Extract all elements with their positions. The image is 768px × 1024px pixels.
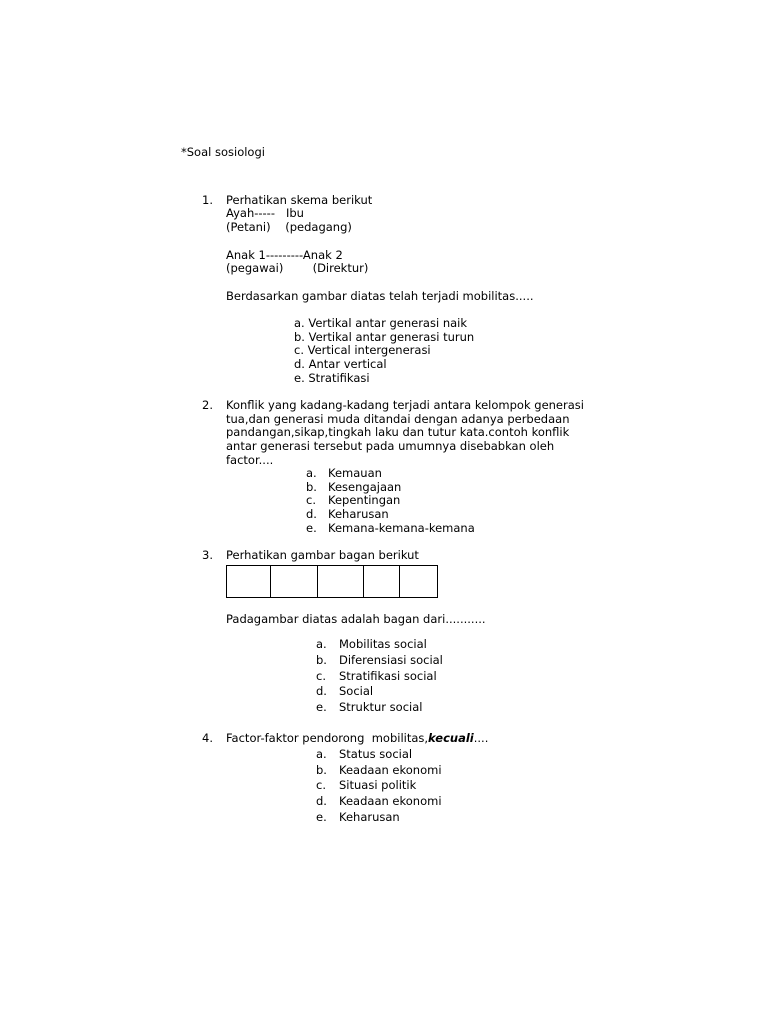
question-text: Padagambar diatas adalah bagan dari........... — [226, 612, 486, 626]
option-b: Kesengajaan — [328, 480, 402, 494]
diagram-divider — [363, 566, 364, 597]
option-letter: c. — [306, 493, 316, 507]
option-d: d. Antar vertical — [294, 357, 387, 371]
option-letter: b. — [316, 653, 327, 667]
chart-diagram-box — [226, 565, 438, 598]
option-letter: b. — [316, 763, 327, 777]
diagram-divider — [317, 566, 318, 597]
option-letter: c. — [316, 669, 326, 683]
question-text — [226, 732, 488, 746]
option-a: a. Vertikal antar generasi naik — [294, 316, 468, 330]
option-d: Keharusan — [328, 507, 389, 521]
option-b: Diferensiasi social — [339, 653, 443, 667]
option-b: Keadaan ekonomi — [339, 763, 442, 777]
schema-line: (Petani) (pedagang) — [226, 220, 352, 234]
option-letter: e. — [316, 810, 327, 824]
option-e: e. Stratifikasi — [294, 371, 370, 385]
question-text-line: factor.... — [226, 453, 274, 467]
document-title: *Soal sosiologi — [181, 145, 265, 159]
option-b: b. Vertikal antar generasi turun — [294, 330, 475, 344]
option-c: Stratifikasi social — [339, 669, 437, 683]
question-emphasis: kecuali — [428, 731, 474, 745]
question-number: 1. — [202, 193, 213, 207]
option-letter: e. — [306, 521, 317, 535]
schema-line: (pegawai) (Direktur) — [226, 261, 369, 275]
question-number: 3. — [202, 548, 213, 562]
option-letter: c. — [316, 778, 326, 792]
option-letter: d. — [316, 794, 327, 808]
option-d: Keadaan ekonomi — [339, 794, 442, 808]
question-text-line: antar generasi tersebut pada umumnya disebabkan oleh — [226, 439, 555, 453]
option-d: Social — [339, 684, 374, 698]
option-letter: b. — [306, 480, 317, 494]
question-text: Berdasarkan gambar diatas telah terjadi mobilitas..... — [226, 289, 534, 303]
schema-line: Anak 1---------Anak 2 — [226, 248, 343, 262]
question-prefix: Factor-faktor pendorong mobilitas, — [226, 731, 429, 745]
question-text-line: pandangan,sikap,tingkah laku dan tutur kata.contoh konflik — [226, 425, 570, 439]
option-a: Mobilitas social — [339, 637, 427, 651]
option-letter: e. — [316, 700, 327, 714]
option-letter: a. — [316, 747, 327, 761]
option-a: Status social — [339, 747, 413, 761]
question-number: 4. — [202, 731, 213, 745]
option-letter: a. — [306, 466, 317, 480]
option-c: c. Vertical intergenerasi — [294, 343, 431, 357]
option-letter: d. — [306, 507, 317, 521]
diagram-divider — [399, 566, 400, 597]
option-a: Kemauan — [328, 466, 382, 480]
schema-line: Ayah----- Ibu — [226, 206, 304, 220]
question-intro: Perhatikan skema berikut — [226, 193, 373, 207]
question-intro: Perhatikan gambar bagan berikut — [226, 548, 419, 562]
option-letter: d. — [316, 684, 327, 698]
option-e: Keharusan — [339, 810, 400, 824]
question-suffix: .... — [473, 731, 489, 745]
question-text-line: Konflik yang kadang-kadang terjadi antara kelompok generasi — [226, 398, 584, 412]
diagram-divider — [270, 566, 271, 597]
option-c: Situasi politik — [339, 778, 417, 792]
question-text-line: tua,dan generasi muda ditandai dengan adanya perbedaan — [226, 412, 570, 426]
option-e: Kemana-kemana-kemana — [328, 521, 475, 535]
option-c: Kepentingan — [328, 493, 401, 507]
option-e: Struktur social — [339, 700, 423, 714]
option-letter: a. — [316, 637, 327, 651]
question-number: 2. — [202, 398, 213, 412]
